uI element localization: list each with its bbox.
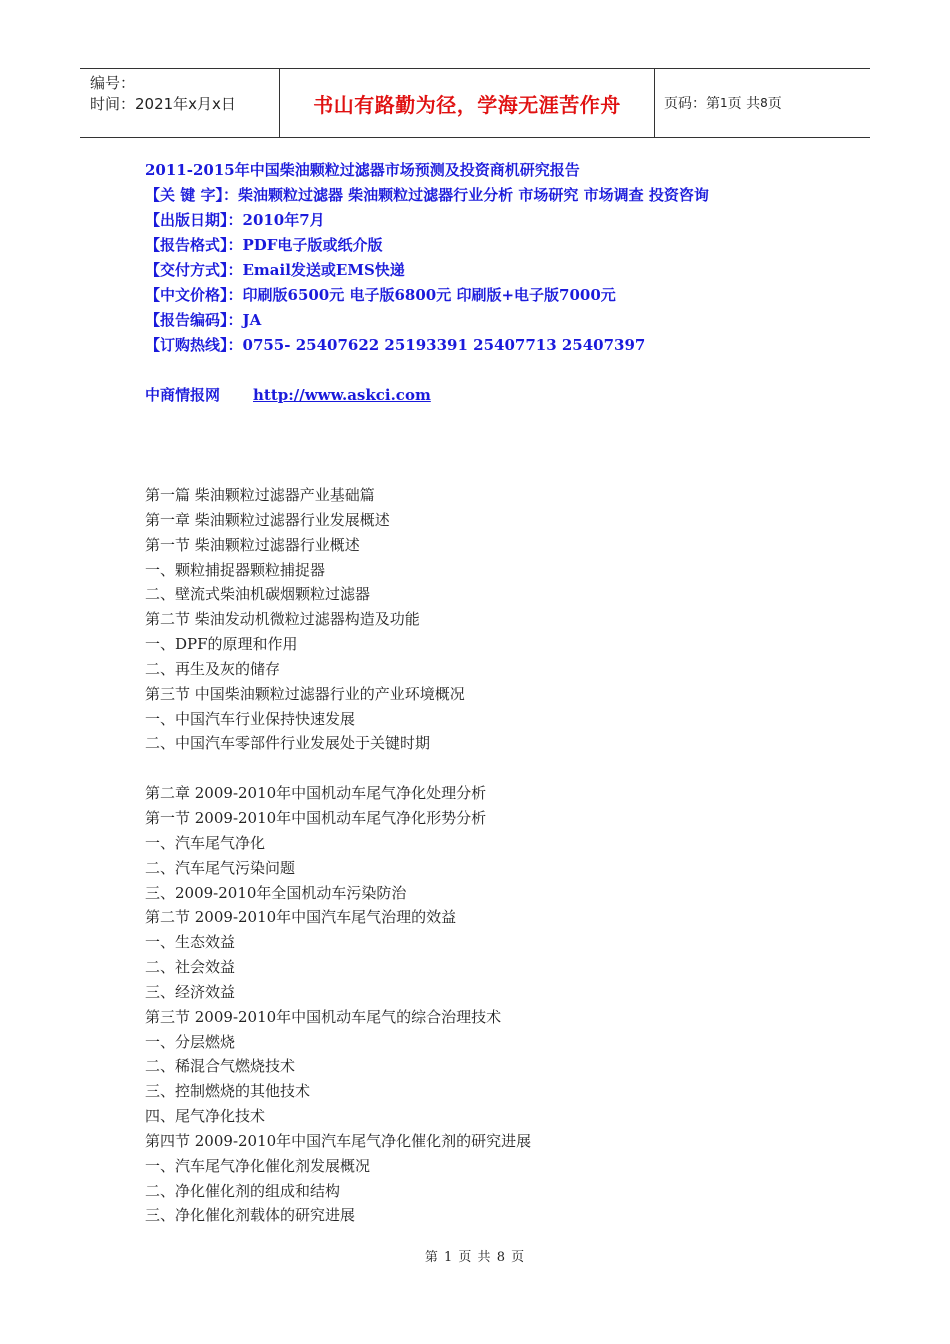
page-footer: 第 1 页 共 8 页 <box>424 1250 526 1265</box>
toc-item: 第一节 柴油颗粒过滤器行业概述 <box>145 535 360 554</box>
toc-item: 第三节 2009-2010年中国机动车尾气的综合治理技术 <box>145 1007 502 1026</box>
toc-item: 第三节 中国柴油颗粒过滤器行业的产业环境概况 <box>145 684 465 703</box>
toc-item: 二、再生及灰的储存 <box>145 659 281 678</box>
toc-item: 二、汽车尾气污染问题 <box>145 858 296 877</box>
toc-item: 三、经济效益 <box>145 982 236 1001</box>
toc-item: 第一篇 柴油颗粒过滤器产业基础篇 <box>145 486 375 504</box>
report-info <box>145 158 865 408</box>
report-date: 【出版日期】：2010年7月 <box>145 211 325 229</box>
toc-item: 第四节 2009-2010年中国汽车尾气净化催化剂的研究进展 <box>145 1131 532 1150</box>
report-hotline: 【订购热线】：0755- 25407622 25193391 25407713 25407397 <box>145 336 646 354</box>
toc-item: 第一节 2009-2010年中国机动车尾气净化形势分析 <box>145 808 487 827</box>
header-meta <box>80 69 280 137</box>
toc-item: 二、社会效益 <box>145 958 236 977</box>
toc-item: 二、壁流式柴油机碳烟颗粒过滤器 <box>145 585 371 604</box>
table-of-contents <box>145 483 845 1228</box>
toc-item: 一、汽车尾气净化催化剂发展概况 <box>145 1156 371 1175</box>
number-label: 编号： <box>90 74 136 92</box>
site-name: 中商情报网 <box>145 386 221 404</box>
toc-blank-line <box>145 756 845 781</box>
report-keywords: 【关 键 字】：柴油颗粒过滤器 柴油颗粒过滤器行业分析 市场研究 市场调查 投资咨询 <box>145 186 709 204</box>
toc-item: 一、分层燃烧 <box>145 1032 236 1051</box>
toc-item: 一、颗粒捕捉器颗粒捕捉器 <box>145 560 326 579</box>
toc-item: 三、控制燃烧的其他技术 <box>145 1082 311 1101</box>
report-format: 【报告格式】：PDF电子版或纸介版 <box>145 236 383 254</box>
toc-item: 一、DPF的原理和作用 <box>145 635 298 654</box>
page-current: 1 <box>720 96 728 110</box>
time-label: 时间：2021年x月x日 <box>90 95 236 113</box>
toc-item: 第一章 柴油颗粒过滤器行业发展概述 <box>145 510 390 529</box>
site-url-link[interactable]: http://www.askci.com <box>253 386 431 404</box>
header-page-number <box>655 69 870 137</box>
page-prefix: 页码：第 <box>664 96 720 112</box>
toc-item: 第二节 2009-2010年中国汽车尾气治理的效益 <box>145 908 457 927</box>
toc-item: 三、净化催化剂载体的研究进展 <box>145 1206 356 1225</box>
toc-item: 二、稀混合气燃烧技术 <box>145 1057 296 1076</box>
header-motto: 书山有路勤为径，学海无涯苦作舟 <box>280 69 655 137</box>
toc-item: 第二章 2009-2010年中国机动车尾气净化处理分析 <box>145 784 487 803</box>
toc-item: 第二节 柴油发动机微粒过滤器构造及功能 <box>145 610 420 629</box>
spacer <box>145 358 865 383</box>
toc-item: 二、净化催化剂的组成和结构 <box>145 1181 341 1200</box>
report-price: 【中文价格】：印刷版6500元 电子版6800元 印刷版+电子版7000元 <box>145 286 616 304</box>
page-mid: 页 共 <box>727 96 761 112</box>
page-suffix: 页 <box>767 96 782 112</box>
toc-item: 一、中国汽车行业保持快速发展 <box>145 709 356 728</box>
toc-item: 二、中国汽车零部件行业发展处于关键时期 <box>145 734 431 753</box>
page-total: 8 <box>760 96 768 110</box>
report-code: 【报告编码】：JA <box>145 311 262 329</box>
report-title: 2011-2015年中国柴油颗粒过滤器市场预测及投资商机研究报告 <box>145 161 580 179</box>
toc-item: 四、尾气净化技术 <box>145 1107 266 1126</box>
toc-item: 一、汽车尾气净化 <box>145 833 266 852</box>
document-header <box>80 68 870 138</box>
toc-item: 一、生态效益 <box>145 933 236 952</box>
report-delivery: 【交付方式】：Email发送或EMS快递 <box>145 261 405 279</box>
site-line <box>145 383 865 408</box>
toc-item: 三、2009-2010年全国机动车污染防治 <box>145 883 407 902</box>
